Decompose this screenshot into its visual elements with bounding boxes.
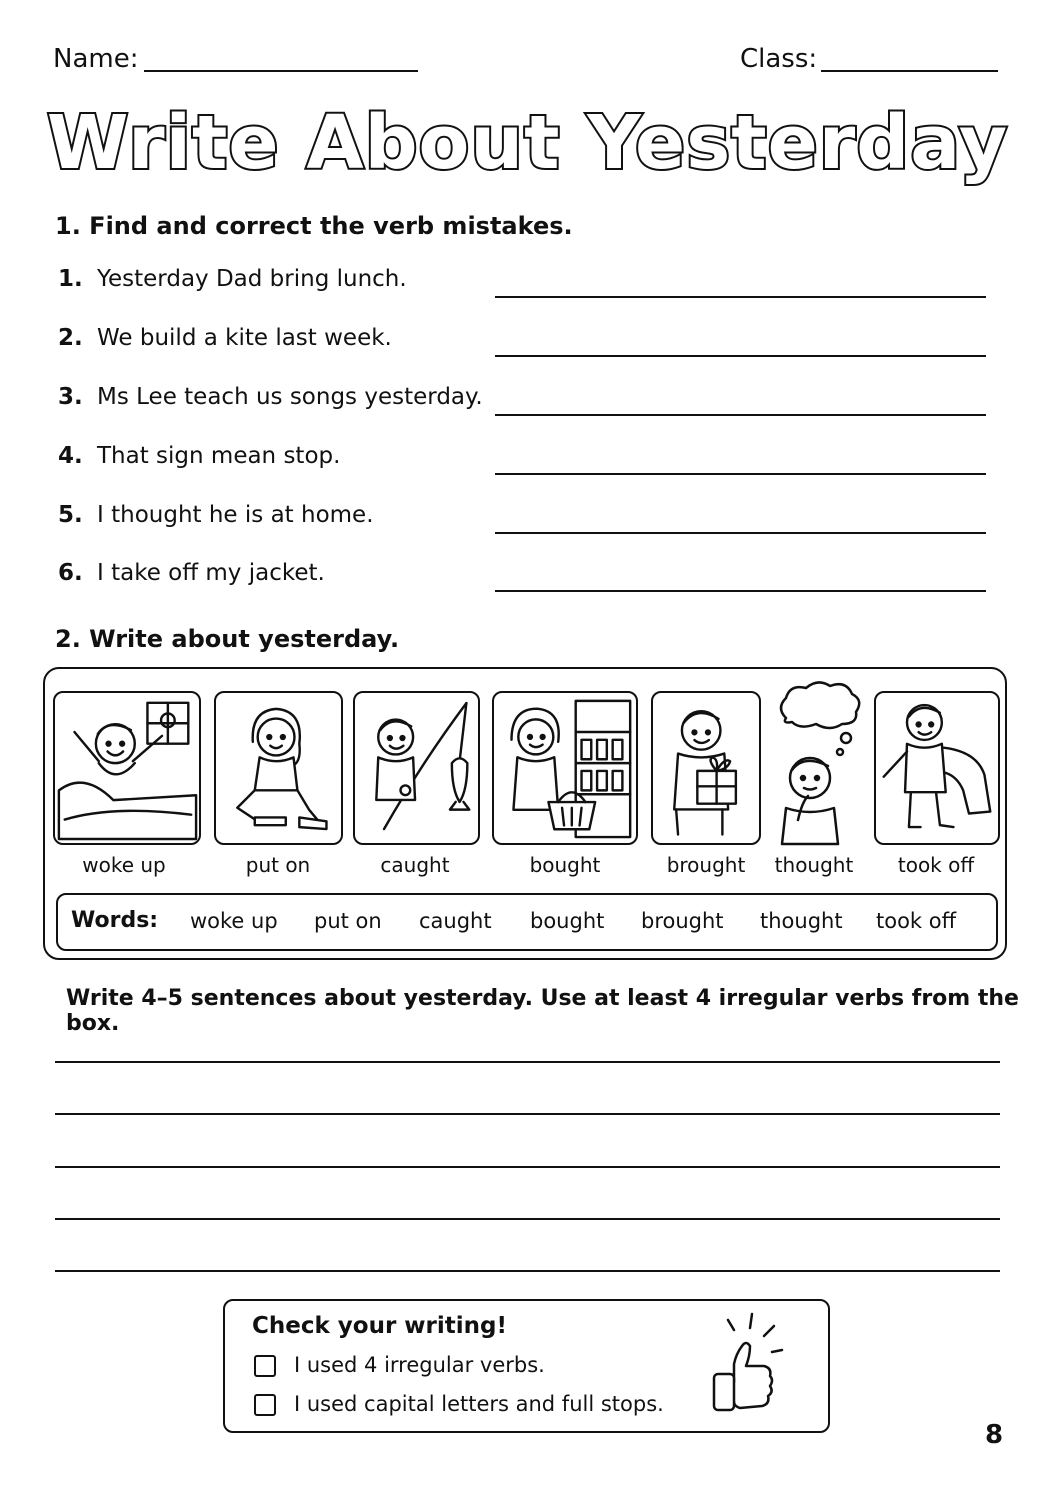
name-label: Name:: [53, 44, 139, 74]
name-field[interactable]: [144, 70, 418, 72]
writing-line[interactable]: [55, 1218, 1000, 1220]
checklist-item: I used capital letters and full stops.: [294, 1392, 664, 1416]
question-number: 1.: [58, 266, 83, 292]
question-text: That sign mean stop.: [97, 443, 341, 469]
picture-label: thought: [774, 853, 854, 877]
boy-waking-up-icon: [53, 691, 201, 845]
thumbs-up-icon: [700, 1312, 790, 1422]
question-number: 4.: [58, 443, 83, 469]
checklist-title: Check your writing!: [252, 1313, 507, 1339]
page-number: 8: [985, 1420, 1004, 1450]
section-2-heading: 2. Write about yesterday.: [55, 625, 400, 653]
boy-with-gift-icon: [651, 691, 761, 845]
picture-label: caught: [380, 853, 450, 877]
question-number: 5.: [58, 502, 83, 528]
picture-label: bought: [529, 853, 601, 877]
question-row: [58, 502, 998, 542]
question-row: [58, 325, 998, 365]
question-row: [58, 560, 998, 600]
picture-label: put on: [245, 853, 311, 877]
class-label: Class:: [740, 44, 818, 74]
question-row: [58, 443, 998, 483]
writing-instruction: Write 4–5 sentences about yesterday. Use at least 4 irregular verbs from the box.: [66, 986, 1019, 1036]
girl-putting-on-shoes-icon: [214, 691, 343, 845]
word-bank-title: Words:: [71, 908, 159, 933]
question-number: 3.: [58, 384, 83, 410]
answer-line[interactable]: [495, 414, 986, 416]
boy-taking-off-jacket-icon: [874, 691, 1000, 845]
answer-line[interactable]: [495, 355, 986, 357]
picture-label: woke up: [82, 853, 166, 877]
word-bank-item: took off: [876, 909, 957, 933]
checklist-checkbox[interactable]: [254, 1394, 276, 1416]
question-text: I take off my jacket.: [97, 560, 325, 586]
girl-shopping-icon: [492, 691, 638, 845]
writing-line[interactable]: [55, 1061, 1000, 1063]
boy-thinking-icon: [772, 678, 864, 846]
writing-line[interactable]: [55, 1113, 1000, 1115]
question-text: We build a kite last week.: [97, 325, 392, 351]
checklist-item: I used 4 irregular verbs.: [294, 1353, 545, 1377]
word-bank-item: bought: [530, 909, 605, 933]
word-bank-item: brought: [641, 909, 724, 933]
question-number: 2.: [58, 325, 83, 351]
word-bank-item: woke up: [190, 909, 278, 933]
question-row: [58, 266, 998, 306]
boy-fishing-icon: [353, 691, 480, 845]
question-text: Yesterday Dad bring lunch.: [97, 266, 407, 292]
section-1-heading: 1. Find and correct the verb mistakes.: [55, 212, 573, 240]
question-text: Ms Lee teach us songs yesterday.: [97, 384, 483, 410]
page-title: Write About Yesterday: [46, 100, 1009, 186]
word-bank-item: thought: [760, 909, 843, 933]
question-text: I thought he is at home.: [97, 502, 374, 528]
answer-line[interactable]: [495, 473, 986, 475]
question-row: [58, 384, 998, 424]
word-bank-item: put on: [314, 909, 382, 933]
checklist-checkbox[interactable]: [254, 1355, 276, 1377]
answer-line[interactable]: [495, 590, 986, 592]
word-bank-item: caught: [419, 909, 492, 933]
writing-line[interactable]: [55, 1270, 1000, 1272]
writing-line[interactable]: [55, 1166, 1000, 1168]
picture-label: brought: [666, 853, 746, 877]
picture-label: took off: [897, 853, 975, 877]
class-field[interactable]: [821, 70, 998, 72]
answer-line[interactable]: [495, 532, 986, 534]
question-number: 6.: [58, 560, 83, 586]
answer-line[interactable]: [495, 296, 986, 298]
